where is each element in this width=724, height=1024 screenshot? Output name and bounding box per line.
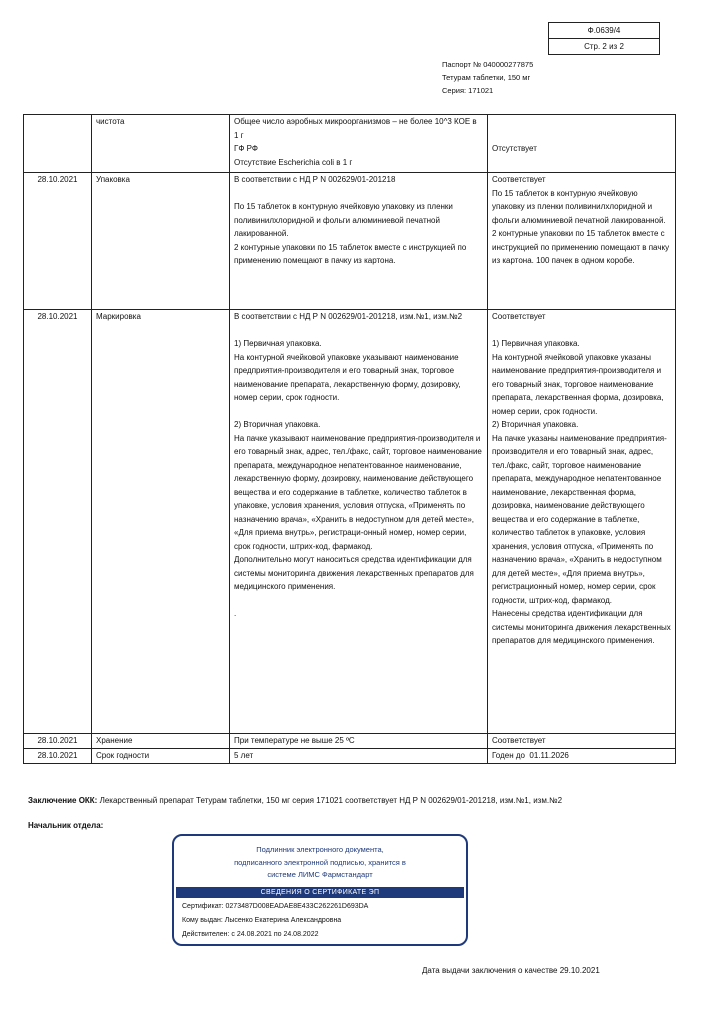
page-number: Стр. 2 из 2 — [549, 38, 659, 54]
table-row — [24, 734, 676, 749]
row-date: 28.10.2021 — [24, 734, 92, 749]
row-test-name: Маркировка — [92, 310, 230, 734]
row-test-name: чистота — [92, 115, 230, 173]
table-row — [24, 310, 676, 734]
row-result: Соответствует По 15 таблеток в контурную ячейковую упаковку из пленки поливинилхлоридной и фольги алюминиевой печатной лакированной. 2 контурные упаковки по 15 таблеток вместе с инструкцией по применению помещают в пачку из картона. 100 пачек в одном коробе. — [488, 173, 676, 310]
electronic-signature-stamp — [172, 834, 468, 946]
stamp-banner: СВЕДЕНИЯ О СЕРТИФИКАТЕ ЭП — [176, 887, 464, 898]
certificate-owner: Кому выдан: Лысенко Екатерина Александровна — [182, 917, 342, 924]
row-date: 28.10.2021 — [24, 310, 92, 734]
form-code: Ф.0639/4 — [587, 26, 621, 35]
row-result: Соответствует — [488, 734, 676, 749]
conclusion-text: Лекарственный препарат Тетурам таблетки, 150 мг серия 171021 соответствует НД Р N 002629/01-201218, изм.№1, изм.№2 — [97, 796, 563, 805]
conclusion-label: Заключение ОКК: — [28, 796, 98, 805]
row-requirement: 5 лет — [230, 749, 488, 764]
table-row — [24, 173, 676, 310]
row-result: Соответствует 1) Первичная упаковка. На контурной ячейковой упаковке указаны наименование предприятия-производителя и его товарный знак, торговое наименование препарата, лекарственная форма, дозировка, номер серии, срок годности. 2) Вторичная упаковка. На пачке указаны наименование предприятия-производителя и его товарный знак, адрес, тел./факс, сайт, торговое наименование препарата, международное непатентованное наименование, лекарственная форма, дозировка, наименование действующего вещества и его содержание в таблетке, количество таблеток в упаковке, условия хранения, условия отпуска, «Применять по назначению врача», «Хранить в недоступном для детей месте», «Для приема внутрь», регистрационный номер, номер серии, срок годности, штрих-код, фармакод. Нанесены средства идентификации для системы мониторинга движения лекарственных препаратов для медицинского применения. — [488, 310, 676, 734]
row-date: 28.10.2021 — [24, 749, 92, 764]
stamp-line-1: Подлинник электронного документа, — [256, 845, 384, 854]
product-name: Тетурам таблетки, 150 мг — [442, 73, 531, 82]
stamp-line-2: подписанного электронной подписью, хранится в — [234, 857, 406, 867]
department-head-label: Начальник отдела: — [28, 821, 104, 830]
form-code-box — [548, 22, 660, 55]
row-result: Годен до 01.11.2026 — [488, 749, 676, 764]
row-date: 28.10.2021 — [24, 173, 92, 310]
certificate-number: Сертификат: 0273487D008EADAE8E433C262261D693DA — [182, 903, 369, 910]
conclusion — [28, 794, 648, 807]
row-requirement: При температуре не выше 25 ºС — [230, 734, 488, 749]
row-requirement: Общее число аэробных микроорганизмов – не более 10^3 КОЕ в 1 г ГФ РФ Отсутствие Escherichia coli в 1 г — [230, 115, 488, 173]
certificate-validity: Действителен: с 24.08.2021 по 24.08.2022 — [182, 931, 319, 938]
issue-date: Дата выдачи заключения о качестве 29.10.2021 — [422, 966, 600, 975]
series-number: Серия: 171021 — [442, 86, 494, 95]
passport-number: Паспорт № 040000277875 — [442, 60, 534, 69]
passport-block — [442, 58, 533, 97]
row-requirement: В соответствии с НД Р N 002629/01-201218 По 15 таблеток в контурную ячейковую упаковку из пленки поливинилхлоридной и фольги алюминиевой печатной лакированной. 2 контурные упаковки по 15 таблеток вместе с инструкцией по применению помещают в пачку из картона. — [230, 173, 488, 310]
table-row — [24, 749, 676, 764]
row-result: Отсутствует — [488, 115, 676, 173]
table-row — [24, 115, 676, 173]
row-test-name: Упаковка — [92, 173, 230, 310]
row-date — [24, 115, 92, 173]
row-test-name: Хранение — [92, 734, 230, 749]
row-requirement: В соответствии с НД Р N 002629/01-201218, изм.№1, изм.№2 1) Первичная упаковка. На контурной ячейковой упаковке указывают наименование предприятия-производителя и его товарный знак, торговое наименование препарата, лекарственную форму, дозировку, номер серии, срок годности. 2) Вторичная упаковка. На пачке указывают наименование предприятия-производителя и его товарный знак, адрес, тел./факс, сайт, торговое наименование препарата, международное непатентованное наименование, лекарственную форму, дозировку, наименование действующего вещества и его содержание в таблетке, количество таблеток в упаковке, условия хранения, условия отпуска, «Применять по назначению врача», «Хранить в недоступном для детей месте», «Для приема внутрь», регистраци-онный номер, номер серии, срок годности, штрих-код, фармакод. Дополнительно могут наноситься средства идентификации для системы мониторинга движения лекарственных препаратов для медицинского применения. . — [230, 310, 488, 734]
quality-table — [23, 114, 676, 764]
row-test-name: Срок годности — [92, 749, 230, 764]
stamp-line-3: системе ЛИМС Фармстандарт — [267, 870, 373, 879]
